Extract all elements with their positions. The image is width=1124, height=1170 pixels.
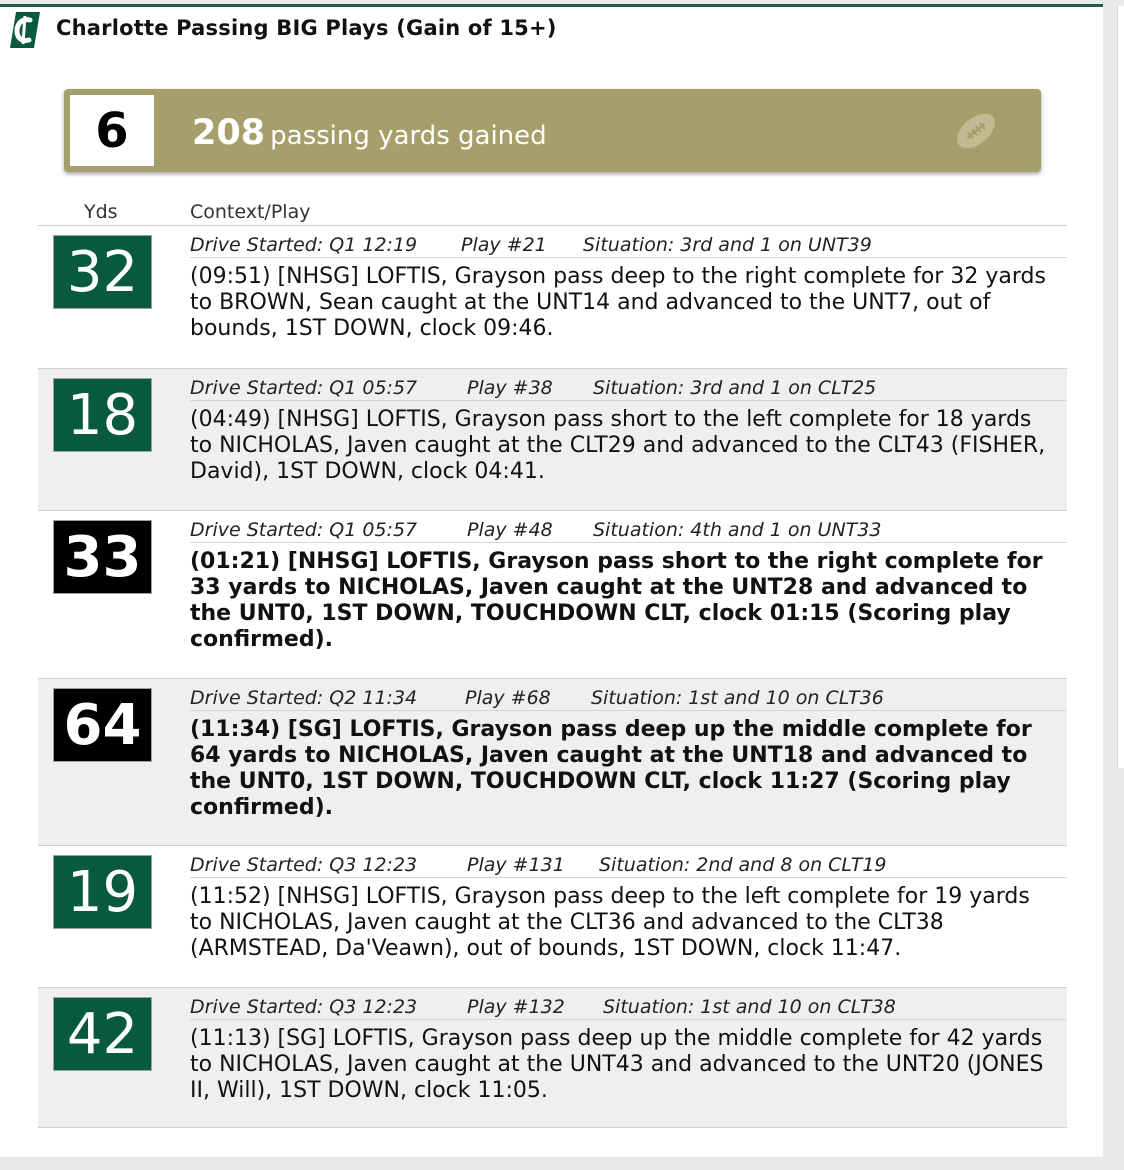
yards-badge: 42 (53, 997, 152, 1071)
football-icon (952, 107, 1000, 155)
play-number: Play #132 (467, 996, 565, 1018)
situation: Situation: 1st and 10 on CLT38 (603, 996, 896, 1018)
context-column-header: Context/Play (190, 201, 311, 223)
play-count: 6 (70, 95, 154, 166)
play-context (190, 852, 1067, 878)
play-context (190, 375, 1067, 401)
play-context (190, 232, 1067, 258)
play-description: (11:34) [SG] LOFTIS, Grayson pass deep up the middle complete for 64 yards to NICHOLAS, Javen caught at the UNT18 and advanced to the UNT0, 1ST DOWN, TOUCHDOWN CLT, clock 11:27 (Scoring play confirmed). (190, 717, 1032, 820)
drive-started: Drive Started: Q1 12:19 (190, 234, 418, 256)
play-context (190, 685, 1067, 711)
situation: Situation: 2nd and 8 on CLT19 (599, 854, 887, 876)
yards-badge: 32 (53, 235, 152, 309)
drive-started: Drive Started: Q1 05:57 (190, 519, 418, 541)
play-description: (01:21) [NHSG] LOFTIS, Grayson pass short to the right complete for 33 yards to NICHOLAS, Javen caught at the UNT28 and advanced to the UNT0, 1ST DOWN, TOUCHDOWN CLT, clock 01:15 (Scoring play confirmed). (190, 549, 1043, 652)
drive-started: Drive Started: Q3 12:23 (190, 996, 418, 1018)
panel-header (0, 7, 1103, 55)
situation: Situation: 4th and 1 on UNT33 (593, 519, 882, 541)
total-yards: 208 (192, 113, 266, 153)
play-context (190, 994, 1067, 1020)
yds-column-header: Yds (84, 201, 118, 223)
yards-badge: 19 (53, 855, 152, 929)
table-header (38, 196, 1067, 226)
total-yards-label: passing yards gained (270, 121, 547, 151)
play-number: Play #131 (467, 854, 565, 876)
play-row (38, 988, 1067, 1128)
play-row (38, 511, 1067, 679)
play-description: (11:13) [SG] LOFTIS, Grayson pass deep up the middle complete for 42 yards to NICHOLAS, Javen caught at the UNT43 and advanced to the UNT20 (JONES II, Will), 1ST DOWN, clock 11:05. (190, 1026, 1044, 1103)
yards-badge: 18 (53, 378, 152, 452)
play-description: (09:51) [NHSG] LOFTIS, Grayson pass deep to the right complete for 32 yards to BROWN, Sean caught at the UNT14 and advanced to the UNT7, out of bounds, 1ST DOWN, clock 09:46. (190, 264, 1046, 341)
play-row (38, 846, 1067, 988)
play-row (38, 679, 1067, 846)
play-context (190, 517, 1067, 543)
situation: Situation: 3rd and 1 on UNT39 (583, 234, 872, 256)
play-row (38, 226, 1067, 369)
yards-badge: 64 (53, 688, 152, 762)
play-row (38, 369, 1067, 511)
adjacent-panel-edge (1117, 6, 1124, 768)
play-description: (04:49) [NHSG] LOFTIS, Grayson pass short to the left complete for 18 yards to NICHOLAS, Javen caught at the CLT29 and advanced to the CLT43 (FISHER, David), 1ST DOWN, clock 04:41. (190, 407, 1046, 484)
play-number: Play #68 (465, 687, 551, 709)
drive-started: Drive Started: Q1 05:57 (190, 377, 418, 399)
charlotte-c-logo-icon (8, 10, 42, 50)
panel-title: Charlotte Passing BIG Plays (Gain of 15+) (56, 16, 557, 40)
drive-started: Drive Started: Q3 12:23 (190, 854, 418, 876)
play-description: (11:52) [NHSG] LOFTIS, Grayson pass deep to the left complete for 19 yards to NICHOLAS, Javen caught at the CLT36 and advanced to the CLT38 (ARMSTEAD, Da'Veawn), out of bounds, 1ST DOWN, clock 11:47. (190, 884, 1030, 961)
big-plays-panel (0, 4, 1103, 1157)
play-number: Play #38 (467, 377, 553, 399)
situation: Situation: 1st and 10 on CLT36 (591, 687, 884, 709)
summary-banner (64, 89, 1041, 172)
yards-badge: 33 (53, 520, 152, 594)
drive-started: Drive Started: Q2 11:34 (190, 687, 418, 709)
play-number: Play #21 (461, 234, 547, 256)
play-number: Play #48 (467, 519, 553, 541)
situation: Situation: 3rd and 1 on CLT25 (593, 377, 877, 399)
summary-text (192, 113, 547, 153)
